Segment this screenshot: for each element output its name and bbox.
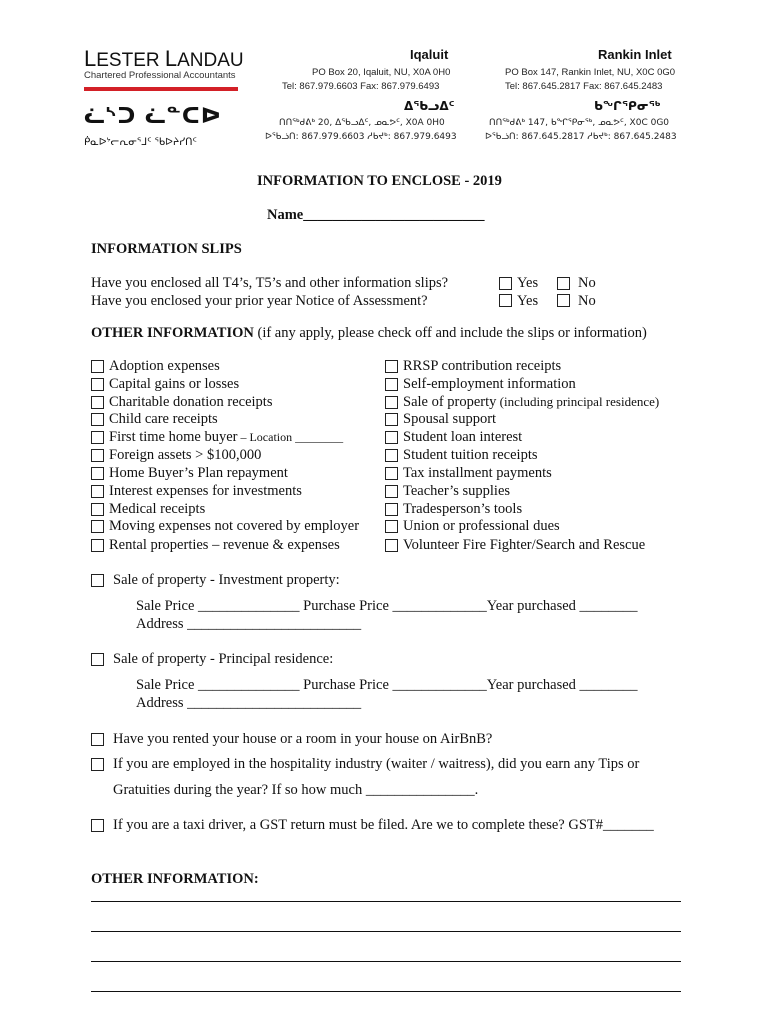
checkbox-first-time-buyer[interactable]	[91, 431, 104, 444]
item-interest-expenses: Interest expenses for investments	[109, 483, 302, 499]
item-teachers-supplies: Teacher’s supplies	[403, 483, 511, 499]
checkbox-sale-principal[interactable]	[91, 653, 104, 666]
checkbox-moving[interactable]	[91, 520, 104, 533]
checkbox-foreign-assets[interactable]	[91, 449, 104, 462]
item-foreign-assets: Foreign assets > $100,000	[109, 447, 262, 463]
office-rankin-address-syllabics: ᑎᑎᖅᑯᕕᒃ 147, ᑲᖏᕿᓂᖅ, ᓄᓇᕗᑦ, X0C 0G0	[489, 118, 670, 128]
notes-line[interactable]	[91, 931, 681, 932]
checkbox-sale-of-property[interactable]	[385, 396, 398, 409]
checkbox-union-dues[interactable]	[385, 520, 398, 533]
sale-principal-prices[interactable]: Sale Price ______________ Purchase Price _____________Year purchased ________	[136, 677, 638, 693]
checkbox-tradesperson-tools[interactable]	[385, 503, 398, 516]
sale-investment-address[interactable]: Address ________________________	[136, 616, 362, 632]
firm-subtitle-syllabics: ᑮᓇᐅᔾᓕᕆᓂᕐᒧᑦ ᖃᐅᔨᓯᑎᑦ	[84, 137, 197, 148]
firm-name: LESTER LANDAU	[84, 46, 244, 71]
item-union-dues: Union or professional dues	[403, 518, 560, 534]
item-student-loan: Student loan interest	[403, 429, 523, 445]
section-heading-other-information: OTHER INFORMATION (if any apply, please check off and include the slips or information)	[91, 325, 647, 341]
checkbox-noa-no[interactable]	[557, 294, 570, 307]
item-student-tuition: Student tuition receipts	[403, 447, 538, 463]
option-no-label: No	[578, 275, 596, 291]
checkbox-interest-expenses[interactable]	[91, 485, 104, 498]
notes-line[interactable]	[91, 991, 681, 992]
airbnb-question: Have you rented your house or a room in your house on AirBnB?	[113, 731, 493, 747]
firm-name-syllabics: ᓛᔅᑐ ᓛᓐᑕᐅ	[84, 104, 222, 129]
option-yes-label: Yes	[517, 293, 539, 309]
checkbox-hbp-repayment[interactable]	[91, 467, 104, 480]
checkbox-t4-yes[interactable]	[499, 277, 512, 290]
checkbox-teachers-supplies[interactable]	[385, 485, 398, 498]
checkbox-child-care[interactable]	[91, 413, 104, 426]
office-iqaluit-address: PO Box 20, Iqaluit, NU, X0A 0H0	[312, 67, 451, 78]
form-title: INFORMATION TO ENCLOSE - 2019	[257, 173, 502, 189]
office-rankin-phone: Tel: 867.645.2817 Fax: 867.645.2483	[505, 81, 663, 92]
other-information-heading: OTHER INFORMATION:	[91, 871, 259, 887]
office-iqaluit-phone-syllabics: ᐅᖃᓘᑎ: 867.979.6603 ᓱᑲᔪᒃ: 867.979.6493	[265, 132, 457, 142]
checkbox-charitable[interactable]	[91, 396, 104, 409]
checkbox-adoption[interactable]	[91, 360, 104, 373]
item-rrsp: RRSP contribution receipts	[403, 358, 562, 374]
office-rankin-name-syllabics: ᑲᖏᕿᓂᖅ	[594, 99, 661, 113]
sale-investment-label: Sale of property - Investment property:	[113, 572, 340, 588]
checkbox-sale-investment[interactable]	[91, 574, 104, 587]
section-heading-information-slips: INFORMATION SLIPS	[91, 241, 242, 257]
office-iqaluit-name-syllabics: ᐃᖃᓗᐃᑦ	[404, 99, 455, 113]
item-spousal-support: Spousal support	[403, 411, 497, 427]
checkbox-tips[interactable]	[91, 758, 104, 771]
taxi-question[interactable]: If you are a taxi driver, a GST return must be filed. Are we to complete these? GST#_______	[113, 817, 654, 833]
office-rankin-address: PO Box 147, Rankin Inlet, NU, X0C 0G0	[505, 67, 676, 78]
checkbox-capital-gains[interactable]	[91, 378, 104, 391]
sale-principal-address[interactable]: Address ________________________	[136, 695, 362, 711]
name-field[interactable]: Name_________________________	[267, 207, 485, 223]
office-iqaluit-name: Iqaluit	[410, 47, 449, 62]
item-tradesperson-tools: Tradesperson’s tools	[403, 501, 523, 517]
item-first-time-buyer: First time home buyer – Location ________	[109, 429, 344, 445]
checkbox-student-tuition[interactable]	[385, 449, 398, 462]
checkbox-self-employment[interactable]	[385, 378, 398, 391]
item-charitable: Charitable donation receipts	[109, 394, 273, 410]
item-tax-installment: Tax installment payments	[403, 465, 552, 481]
checkbox-volunteer-firefighter[interactable]	[385, 539, 398, 552]
checkbox-airbnb[interactable]	[91, 733, 104, 746]
checkbox-rrsp[interactable]	[385, 360, 398, 373]
question-t4-slips: Have you enclosed all T4’s, T5’s and other information slips?	[91, 275, 449, 291]
firm-subtitle: Chartered Professional Accountants	[84, 70, 236, 81]
office-rankin-name: Rankin Inlet	[598, 47, 672, 62]
logo-accent-bar	[84, 87, 238, 91]
office-rankin-phone-syllabics: ᐅᖃᓘᑎ: 867.645.2817 ᓱᑲᔪᒃ: 867.645.2483	[485, 132, 677, 142]
notes-line[interactable]	[91, 961, 681, 962]
item-hbp-repayment: Home Buyer’s Plan repayment	[109, 465, 288, 481]
tips-question-line1: If you are employed in the hospitality industry (waiter / waitress), did you earn any Tips or	[113, 756, 640, 772]
office-iqaluit-phone: Tel: 867.979.6603 Fax: 867.979.6493	[282, 81, 440, 92]
tips-question-line2[interactable]: Gratuities during the year? If so how much _______________.	[113, 782, 479, 798]
sale-investment-prices[interactable]: Sale Price ______________ Purchase Price _____________Year purchased ________	[136, 598, 638, 614]
checkbox-medical[interactable]	[91, 503, 104, 516]
item-adoption: Adoption expenses	[109, 358, 220, 374]
item-rental: Rental properties – revenue & expenses	[109, 537, 340, 553]
checkbox-rental[interactable]	[91, 539, 104, 552]
checkbox-tax-installment[interactable]	[385, 467, 398, 480]
checkbox-taxi[interactable]	[91, 819, 104, 832]
checkbox-noa-yes[interactable]	[499, 294, 512, 307]
notes-line[interactable]	[91, 901, 681, 902]
item-volunteer-firefighter: Volunteer Fire Fighter/Search and Rescue	[403, 537, 646, 553]
office-iqaluit-address-syllabics: ᑎᑎᖅᑯᕕᒃ 20, ᐃᖃᓗᐃᑦ, ᓄᓇᕗᑦ, X0A 0H0	[279, 118, 445, 128]
item-self-employment: Self-employment information	[403, 376, 576, 392]
question-notice-assessment: Have you enclosed your prior year Notice of Assessment?	[91, 293, 428, 309]
item-capital-gains: Capital gains or losses	[109, 376, 240, 392]
option-no-label: No	[578, 293, 596, 309]
checkbox-t4-no[interactable]	[557, 277, 570, 290]
checkbox-spousal-support[interactable]	[385, 413, 398, 426]
item-sale-of-property: Sale of property (including principal residence)	[403, 394, 660, 410]
item-moving: Moving expenses not covered by employer	[109, 518, 360, 534]
checkbox-student-loan[interactable]	[385, 431, 398, 444]
option-yes-label: Yes	[517, 275, 539, 291]
item-medical: Medical receipts	[109, 501, 206, 517]
item-child-care: Child care receipts	[109, 411, 218, 427]
sale-principal-label: Sale of property - Principal residence:	[113, 651, 334, 667]
